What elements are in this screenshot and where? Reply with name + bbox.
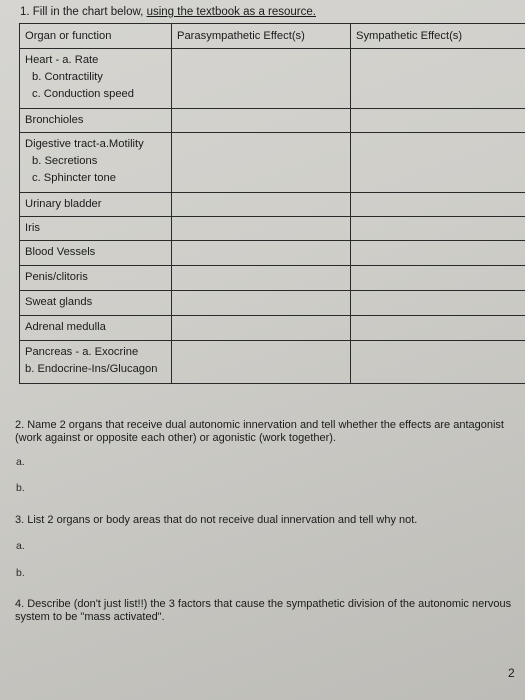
organ-label: Heart - a. Rate (25, 54, 99, 66)
organ-sublabel: b. Endocrine-Ins/Glucagon (25, 363, 158, 375)
parasympathetic-answer-cell[interactable] (172, 133, 351, 193)
sympathetic-answer-cell[interactable] (351, 266, 525, 291)
table-row (20, 316, 525, 341)
question-1-text-underlined: using the textbook as a resource. (146, 6, 316, 18)
table-row (20, 109, 525, 133)
organ-cell (20, 49, 172, 109)
parasympathetic-answer-cell[interactable] (172, 316, 351, 341)
organ-cell (20, 241, 172, 266)
organ-cell (20, 109, 172, 133)
parasympathetic-answer-cell[interactable] (172, 217, 351, 241)
table-row (20, 133, 525, 193)
organ-sublabel: b. Secretions (32, 155, 98, 167)
question-1-text: 1. Fill in the chart below, (20, 6, 147, 18)
organ-label: Adrenal medulla (25, 321, 106, 333)
page-number: 2 (508, 666, 515, 680)
organ-label: Iris (25, 222, 40, 234)
sympathetic-answer-cell[interactable] (351, 341, 525, 384)
parasympathetic-answer-cell[interactable] (172, 291, 351, 316)
organ-label: Pancreas - a. Exocrine (25, 346, 139, 358)
parasympathetic-answer-cell[interactable] (172, 49, 351, 109)
organ-label: Sweat glands (25, 296, 93, 308)
question-2-answer-b[interactable]: b. (16, 482, 25, 494)
header-parasympathetic: Parasympathetic Effect(s) (172, 24, 351, 49)
organ-label: Urinary bladder (25, 198, 102, 210)
header-organ: Organ or function (20, 24, 172, 49)
organ-cell (20, 217, 172, 241)
organ-sublabel: c. Conduction speed (32, 88, 134, 100)
organ-cell (20, 266, 172, 291)
table-row (20, 266, 525, 291)
table-row (20, 291, 525, 316)
question-3: 3. List 2 organs or body areas that do not receive dual innervation and tell why not. (15, 514, 418, 526)
question-2-answer-a[interactable]: a. (16, 456, 25, 468)
organ-label: Blood Vessels (25, 246, 96, 258)
table-row (20, 217, 525, 241)
organ-cell (20, 133, 172, 193)
organ-sublabel: c. Sphincter tone (32, 172, 116, 184)
question-4: 4. Describe (don't just list!!) the 3 factors that cause the sympathetic division of the autonomic nervous system to be "mass activated". (15, 598, 512, 623)
sympathetic-answer-cell[interactable] (351, 133, 525, 193)
sympathetic-answer-cell[interactable] (351, 109, 525, 133)
parasympathetic-answer-cell[interactable] (172, 241, 351, 266)
question-3-answer-b[interactable]: b. (16, 567, 25, 579)
organ-cell (20, 291, 172, 316)
header-sympathetic: Sympathetic Effect(s) (351, 24, 525, 49)
table-row (20, 49, 525, 109)
sympathetic-answer-cell[interactable] (351, 241, 525, 266)
table-row (20, 241, 525, 266)
organ-sublabel: b. Contractility (32, 71, 103, 83)
table-row (20, 193, 525, 217)
autonomic-effects-chart (19, 23, 525, 384)
organ-label: Penis/clitoris (25, 271, 88, 283)
parasympathetic-answer-cell[interactable] (172, 109, 351, 133)
organ-cell (20, 341, 172, 384)
question-1 (20, 6, 316, 18)
organ-label: Digestive tract-a.Motility (25, 138, 144, 150)
sympathetic-answer-cell[interactable] (351, 217, 525, 241)
table-row (20, 341, 525, 384)
organ-label: Bronchioles (25, 114, 84, 126)
sympathetic-answer-cell[interactable] (351, 316, 525, 341)
organ-cell (20, 316, 172, 341)
question-2: 2. Name 2 organs that receive dual autonomic innervation and tell whether the effects are antagonist (work against or opposite each other) or agonistic (work together). (15, 419, 504, 444)
sympathetic-answer-cell[interactable] (351, 291, 525, 316)
sympathetic-answer-cell[interactable] (351, 49, 525, 109)
chart-header-row (20, 24, 525, 49)
parasympathetic-answer-cell[interactable] (172, 193, 351, 217)
parasympathetic-answer-cell[interactable] (172, 341, 351, 384)
organ-cell (20, 193, 172, 217)
sympathetic-answer-cell[interactable] (351, 193, 525, 217)
question-3-answer-a[interactable]: a. (16, 540, 25, 552)
parasympathetic-answer-cell[interactable] (172, 266, 351, 291)
